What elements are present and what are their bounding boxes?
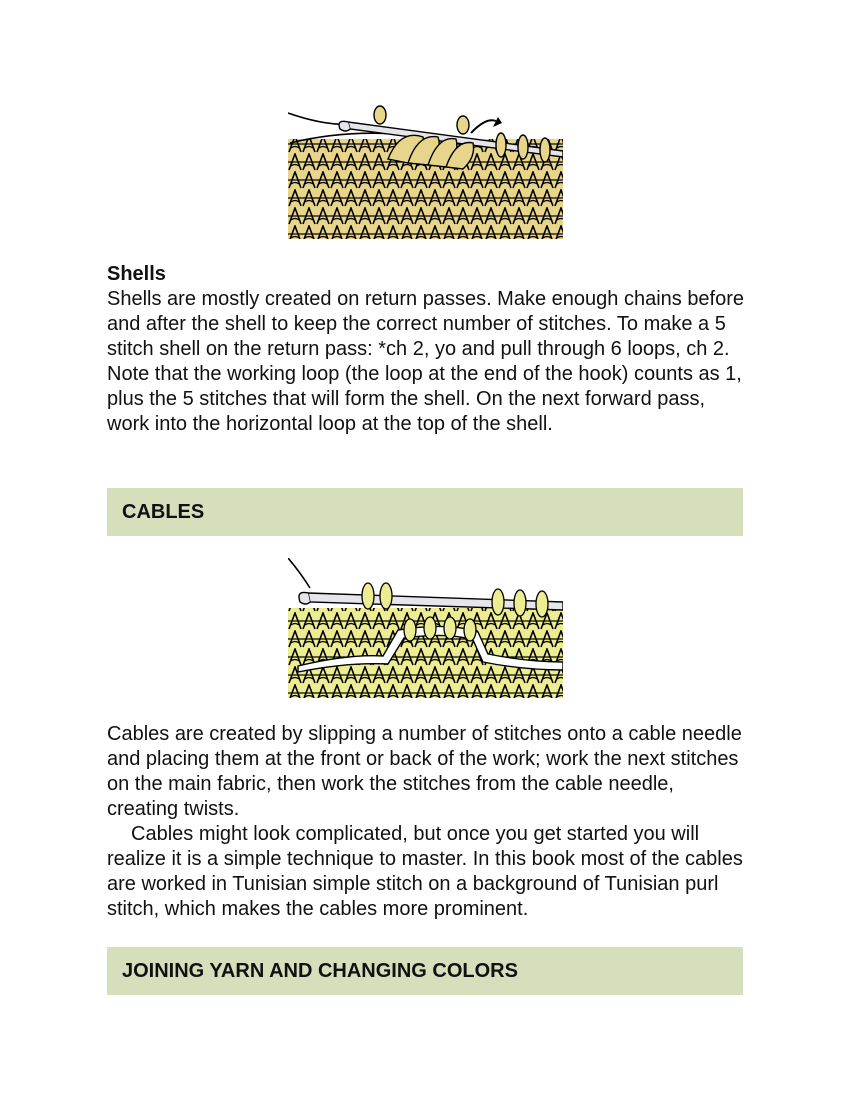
section-header-joining-yarn: JOINING YARN AND CHANGING COLORS	[107, 947, 743, 995]
section-header-cables: CABLES	[107, 488, 743, 536]
cables-paragraph-1: Cables are created by slipping a number of stitches onto a cable needle and placing them at the front or back of the work; work the next stitches on the main fabric, then work the stitches from the cable needle, creating twists.	[107, 723, 742, 820]
shells-paragraph: Shells are mostly created on return passes. Make enough chains before and after the shell to keep the correct number of stitches. To make a 5 stitch shell on the return pass: *ch 2, yo and pull through 6 loops, ch 2. Note that the working loop (the loop at the end of the hook) counts as 1, plus the 5 stitches that will form the shell. On the next forward pass, work into the horizontal loop at the top of the shell.	[107, 288, 745, 435]
cables-paragraph-2: Cables might look complicated, but once you get started you will realize it is a simple technique to master. In this book most of the cables are worked in Tunisian simple stitch on a background of Tunisian purl stitch, which makes the cables more prominent.	[107, 823, 743, 920]
shells-heading: Shells	[107, 263, 166, 285]
cable-stitch-illustration	[288, 558, 563, 698]
shell-stitch-illustration	[288, 99, 563, 239]
